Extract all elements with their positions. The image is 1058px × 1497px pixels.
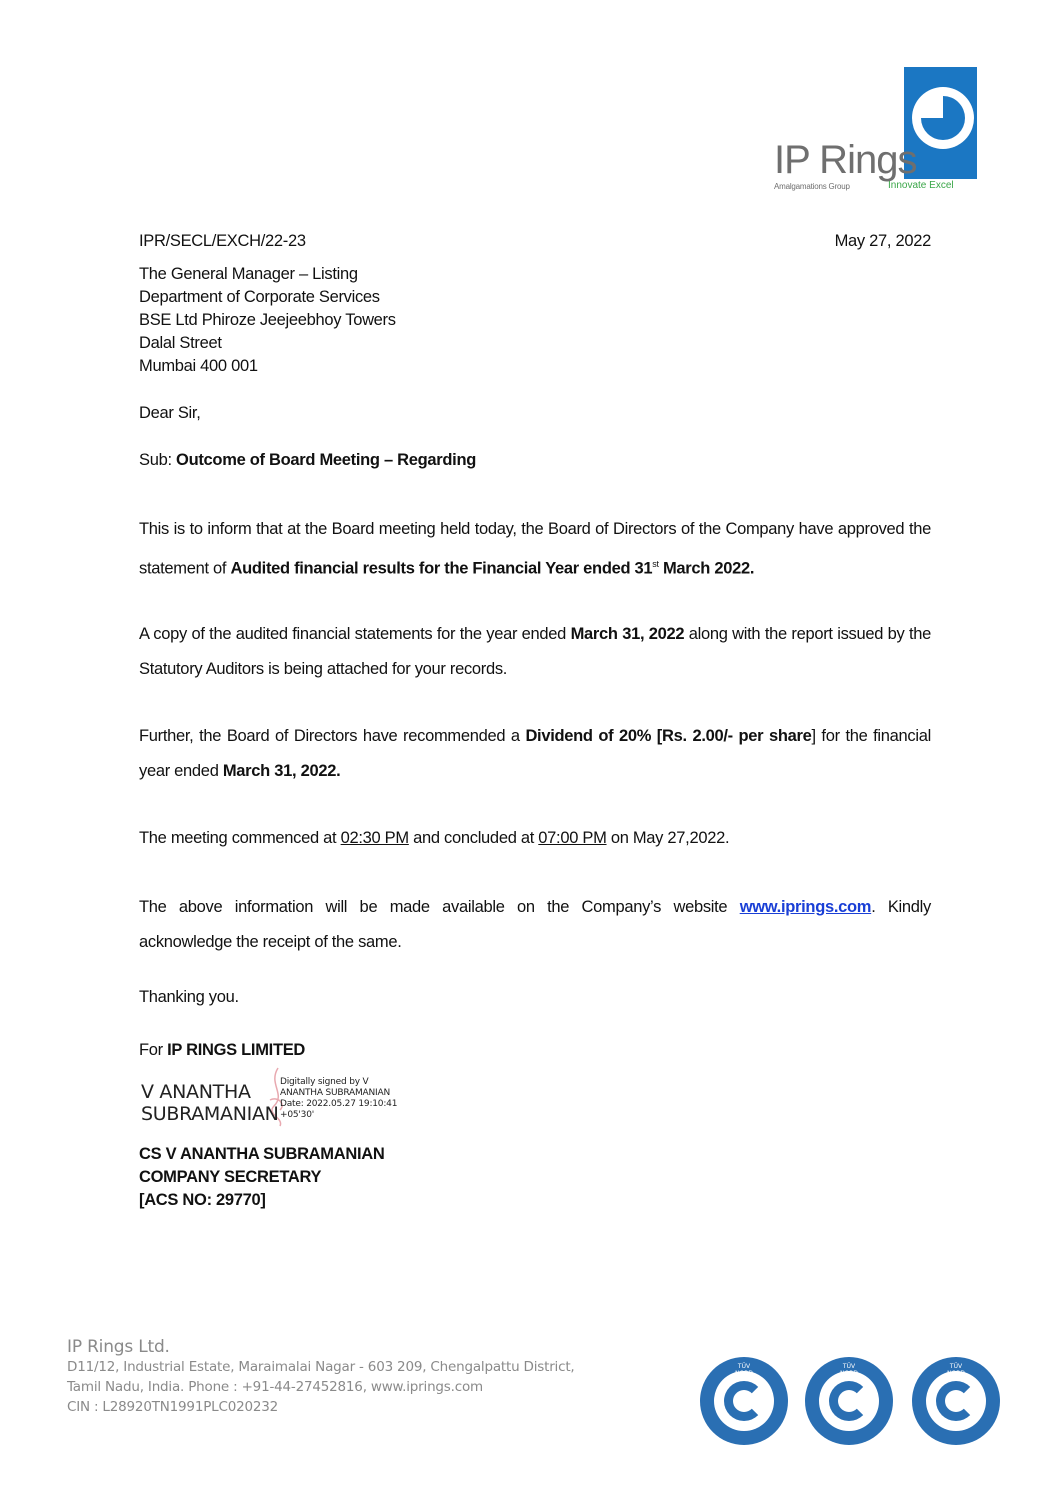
paragraph-results: [139, 512, 931, 587]
footer-address: [67, 1337, 575, 1417]
address-line: Dalal Street: [139, 334, 222, 352]
paragraph-text: This is to inform that at the Board meeting held today, the Board of Directors of the Company have approved the statement of: [139, 520, 931, 578]
signer-name-line2: SUBRAMANIAN: [141, 1103, 279, 1125]
paragraph-meeting-time: [139, 821, 931, 856]
paragraph-text: A copy of the audited financial statements for the year ended: [139, 625, 571, 643]
thanks-line: Thanking you.: [139, 988, 239, 1006]
signatory-name: CS V ANANTHA SUBRAMANIAN: [139, 1145, 385, 1163]
paragraph-bold: March 31, 2022: [570, 625, 685, 643]
meeting-end-time: 07:00 PM: [538, 829, 607, 847]
for-company-line: [139, 1039, 305, 1062]
signatory-block: [139, 1143, 385, 1212]
address-line: Mumbai 400 001: [139, 357, 258, 375]
paragraph-text: on May 27,2022.: [606, 829, 730, 847]
signature-meta-line: Digitally signed by V: [280, 1077, 369, 1087]
signer-name-line1: V ANANTHA: [141, 1081, 251, 1103]
website-link[interactable]: www.iprings.com: [739, 898, 872, 916]
meeting-start-time: 02:30 PM: [340, 829, 409, 847]
logo-group: Amalgamations Group: [774, 182, 850, 191]
subject-prefix: Sub:: [139, 451, 177, 469]
letter-date: May 27, 2022: [834, 232, 931, 250]
paragraph-text: . Kindly acknowledge the receipt of the same.: [139, 898, 931, 951]
paragraph-text: The above information will be made available on the Company’s website: [139, 898, 740, 916]
paragraph-bold: March 2022.: [658, 559, 755, 578]
certification-seal-icon: [912, 1357, 1000, 1445]
logo-brand: IP Rings: [774, 138, 917, 182]
paragraph-dividend: [139, 719, 931, 789]
company-logo: [770, 64, 985, 194]
digital-signature: [140, 1066, 440, 1128]
paragraph-text: The meeting commenced at: [139, 829, 341, 847]
signature-meta: [280, 1077, 397, 1121]
signature-meta-line: Date: 2022.05.27 19:10:41: [280, 1099, 398, 1109]
footer-company: IP Rings Ltd.: [67, 1337, 170, 1357]
subject-text: Outcome of Board Meeting – Regarding: [176, 451, 477, 469]
paragraph-text: Further, the Board of Directors have recommended a: [139, 727, 526, 745]
paragraph-sup: st: [652, 559, 659, 569]
paragraph-website: [139, 890, 931, 960]
signature-meta-line: +05'30': [280, 1110, 314, 1120]
paragraph-statements: [139, 617, 931, 687]
seal-text: TÜV NORD: [947, 1363, 965, 1377]
seal-text: TÜV NORD: [735, 1363, 753, 1377]
footer-line: Tamil Nadu, India. Phone : +91-44-27452816, www.iprings.com: [67, 1379, 483, 1395]
paragraph-bold: Audited financial results for the Financial Year ended 31: [230, 559, 653, 578]
paragraph-bold: Dividend of 20% [Rs. 2.00/- per share: [525, 727, 812, 745]
paragraph-text: and concluded at: [408, 829, 539, 847]
reference-number: IPR/SECL/EXCH/22-23: [139, 232, 306, 250]
address-block: [139, 263, 396, 378]
footer-line: D11/12, Industrial Estate, Maraimalai Nagar - 603 209, Chengalpattu District,: [67, 1359, 575, 1375]
signatory-title: COMPANY SECRETARY: [139, 1168, 322, 1186]
paragraph-bold: March 31, 2022.: [222, 762, 341, 780]
signature-meta-line: ANANTHA SUBRAMANIAN: [280, 1088, 390, 1098]
paragraph-text: ] for the financial year ended: [139, 727, 931, 780]
paragraph-text: along with the report issued by the Statutory Auditors is being attached for your records.: [139, 625, 931, 678]
salutation: Dear Sir,: [139, 404, 201, 422]
address-line: The General Manager – Listing: [139, 265, 358, 283]
address-line: Department of Corporate Services: [139, 288, 380, 306]
logo-tagline: Innovate Excel: [888, 180, 954, 191]
address-line: BSE Ltd Phiroze Jeejeebhoy Towers: [139, 311, 396, 329]
signatory-acs: [ACS NO: 29770]: [139, 1191, 266, 1209]
company-name: IP RINGS LIMITED: [167, 1041, 306, 1059]
for-prefix: For: [139, 1041, 168, 1059]
certification-seal-icon: [700, 1357, 788, 1445]
certification-seal-icon: [805, 1357, 893, 1445]
subject-line: [139, 449, 476, 472]
seal-text: TÜV NORD: [840, 1363, 858, 1377]
footer-line: CIN : L28920TN1991PLC020232: [67, 1399, 279, 1415]
